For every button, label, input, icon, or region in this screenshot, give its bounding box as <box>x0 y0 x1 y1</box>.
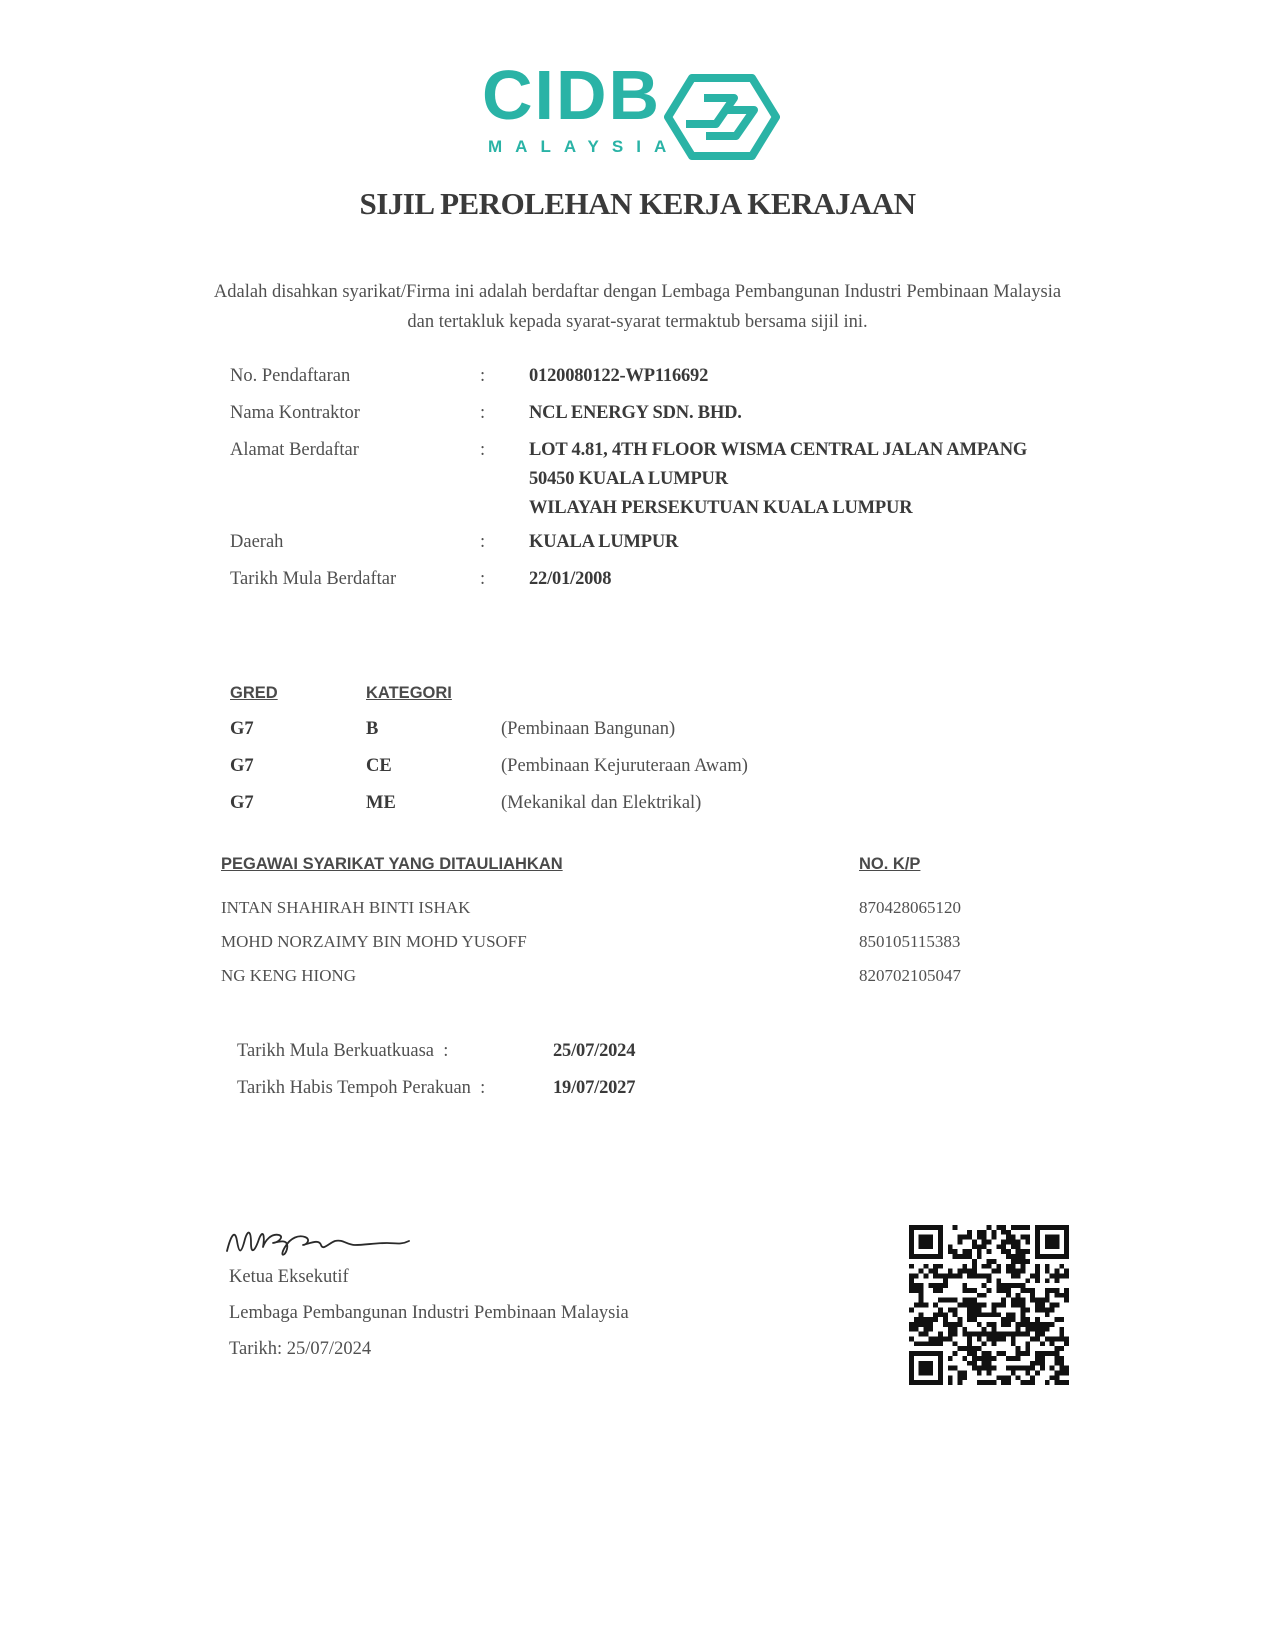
signatory-date: Tarikh: 25/07/2024 <box>229 1339 372 1359</box>
contractor-label: Nama Kontraktor <box>230 403 360 423</box>
officer-ic: 820702105047 <box>859 966 961 985</box>
colon: : <box>480 403 486 423</box>
reg-date-value: 22/01/2008 <box>529 569 612 589</box>
validity-end-label: Tarikh Habis Tempoh Perakuan : <box>237 1078 486 1098</box>
ic-header: NO. K/P <box>859 855 921 873</box>
certification-statement: Adalah disahkan syarikat/Firma ini adalah berdaftar dengan Lembaga Pembangunan Industri Pembinaan Malaysia dan tertakluk kepada syarat-syarat termaktub bersama sijil ini. <box>213 282 1062 332</box>
category-description: (Pembinaan Kejuruteraan Awam) <box>501 756 748 776</box>
category-code: ME <box>366 793 396 813</box>
district-label: Daerah <box>230 532 284 552</box>
address-label: Alamat Berdaftar <box>230 440 359 460</box>
certificate-title: SIJIL PEROLEHAN KERJA KERAJAAN <box>359 186 916 221</box>
validity-start-label: Tarikh Mula Berkuatkuasa : <box>237 1041 449 1061</box>
logo-wordmark: CIDB <box>482 56 662 134</box>
officer-ic: 850105115383 <box>859 932 961 951</box>
logo-hexagon-icon <box>664 74 780 160</box>
grade-value: G7 <box>230 756 254 776</box>
signature-image <box>225 1221 425 1261</box>
address-line-1: LOT 4.81, 4TH FLOOR WISMA CENTRAL JALAN AMPANG <box>529 440 1028 460</box>
officer-name: MOHD NORZAIMY BIN MOHD YUSOFF <box>221 932 527 951</box>
colon: : <box>480 440 486 460</box>
validity-end-value: 19/07/2027 <box>553 1078 636 1098</box>
colon: : <box>480 532 486 552</box>
signatory-title: Ketua Eksekutif <box>229 1267 349 1287</box>
officer-ic: 870428065120 <box>859 898 961 917</box>
category-description: (Pembinaan Bangunan) <box>501 719 676 739</box>
category-code: CE <box>366 756 392 776</box>
officer-name: NG KENG HIONG <box>221 966 357 985</box>
category-description: (Mekanikal dan Elektrikal) <box>501 793 702 813</box>
cidb-logo <box>482 56 782 164</box>
reg-no-value: 0120080122-WP116692 <box>529 366 709 386</box>
grade-header: GRED <box>230 684 278 702</box>
officer-name: INTAN SHAHIRAH BINTI ISHAK <box>221 898 471 917</box>
reg-date-label: Tarikh Mula Berdaftar <box>230 569 397 589</box>
category-code: B <box>366 719 379 739</box>
contractor-value: NCL ENERGY SDN. BHD. <box>529 403 742 423</box>
grade-value: G7 <box>230 793 254 813</box>
officers-header: PEGAWAI SYARIKAT YANG DITAULIAHKAN <box>221 855 563 873</box>
validity-start-value: 25/07/2024 <box>553 1041 636 1061</box>
district-value: KUALA LUMPUR <box>529 532 679 552</box>
grade-value: G7 <box>230 719 254 739</box>
address-line-2: 50450 KUALA LUMPUR <box>529 469 728 489</box>
qr-code-image <box>909 1225 1069 1385</box>
category-header: KATEGORI <box>366 684 452 702</box>
logo-subword: MALAYSIA <box>488 137 680 156</box>
colon: : <box>480 569 486 589</box>
signatory-organization: Lembaga Pembangunan Industri Pembinaan Malaysia <box>229 1303 629 1323</box>
colon: : <box>480 366 486 386</box>
reg-no-label: No. Pendaftaran <box>230 366 351 386</box>
address-line-3: WILAYAH PERSEKUTUAN KUALA LUMPUR <box>529 498 913 518</box>
